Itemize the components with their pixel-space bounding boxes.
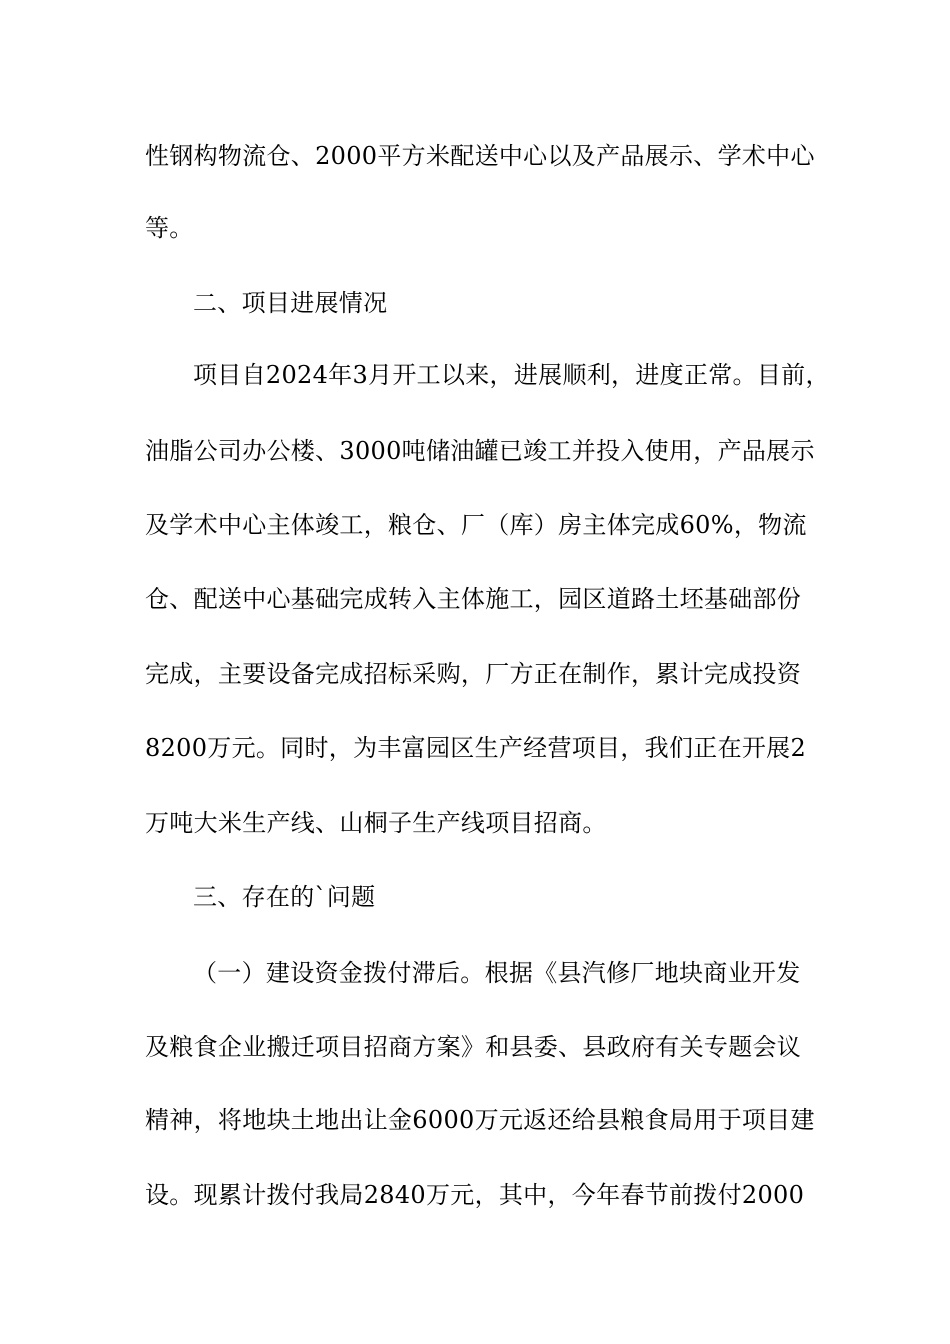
section-heading: 二、项目进展情况 — [193, 289, 388, 317]
body-text-line: 及学术中心主体竣工，粮仓、厂（库）房主体完成60%，物流 — [145, 511, 807, 539]
body-text-line: 设。现累计拨付我局2840万元，其中，今年春节前拨付2000 — [145, 1181, 805, 1209]
body-text-line: 性钢构物流仓、2000平方米配送中心以及产品展示、学术中心 — [145, 142, 815, 170]
body-text-line: 精神，将地块土地出让金6000万元返还给县粮食局用于项目建 — [145, 1106, 815, 1134]
body-text-line: 等。 — [145, 214, 194, 242]
paragraph-first-line: 项目自2024年3月开工以来，进展顺利，进度正常。目前， — [193, 361, 830, 389]
body-text-line: 仓、配送中心基础完成转入主体施工，园区道路土坯基础部份 — [145, 585, 802, 613]
body-text-line: 及粮食企业搬迁项目招商方案》和县委、县政府有关专题会议 — [145, 1033, 802, 1061]
section-heading: 三、存在的`问题 — [193, 883, 376, 911]
body-text-line: 8200万元。同时，为丰富园区生产经营项目，我们正在开展2 — [145, 734, 807, 762]
body-text-line: 油脂公司办公楼、3000吨储油罐已竣工并投入使用，产品展示 — [145, 437, 815, 465]
body-text-line: 完成，主要设备完成招标采购，厂方正在制作，累计完成投资 — [145, 660, 802, 688]
body-text-line: 万吨大米生产线、山桐子生产线项目招商。 — [145, 809, 607, 837]
paragraph-first-line: （一）建设资金拨付滞后。根据《县汽修厂地块商业开发 — [193, 959, 801, 987]
